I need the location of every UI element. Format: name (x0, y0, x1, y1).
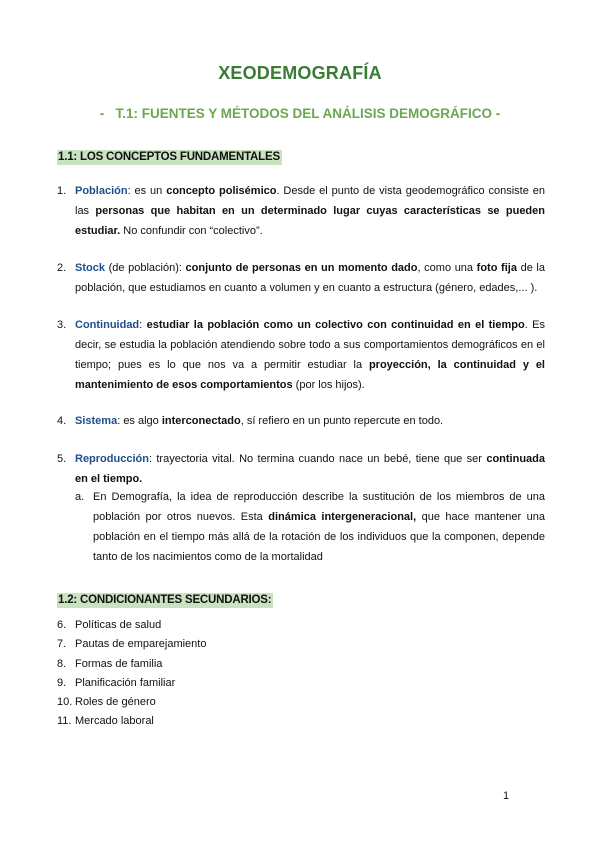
bold-text: interconectado (161, 415, 241, 427)
text-run: (por los hijos). (292, 379, 365, 391)
concept-subitem-a (75, 487, 545, 567)
item-number: 3. (57, 319, 67, 331)
concept-item-4 (57, 411, 545, 431)
term-label: Stock (75, 262, 105, 274)
secondary-factors-list (57, 616, 206, 732)
term-label: Sistema (75, 415, 118, 427)
list-item: 8. Formas de familia (57, 657, 163, 670)
item-text (75, 411, 545, 431)
text-run: de la población, que estudiamos en cuanto a volumen y en cuanto a estructura (género, edades,... ). (75, 262, 545, 294)
text-run: . Desde el punto de vista geodemográfico consiste en las (75, 185, 545, 217)
section-heading-1: 1.1: LOS CONCEPTOS FUNDAMENTALES (58, 151, 280, 163)
section-heading-2: 1.2: CONDICIONANTES SECUNDARIOS: (58, 594, 272, 606)
text-run: , como una (417, 262, 477, 274)
subitem-text (93, 487, 545, 567)
list-item: 7. Pautas de emparejamiento (57, 638, 207, 651)
item-text (75, 181, 545, 241)
page-number: 1 (503, 790, 510, 802)
text-run: (de población): (104, 262, 186, 274)
list-item: 6. Políticas de salud (57, 619, 162, 631)
bold-text: personas que habitan en un determinado lugar cuyas características se pueden estudiar. (75, 205, 545, 237)
text-run: : es algo (117, 415, 162, 427)
list-item: 11. Mercado laboral (57, 715, 154, 728)
document-title: XEODEMOGRAFÍA (218, 63, 382, 83)
item-text (75, 258, 545, 298)
text-run: : es un (127, 185, 167, 197)
bold-text: continuada en el tiempo. (75, 453, 545, 485)
list-item: 10. Roles de género (57, 696, 156, 709)
item-number: 5. (57, 453, 67, 465)
text-run: , sí refiero en un punto repercute en todo. (240, 415, 444, 427)
list-item: 9. Planificación familiar (57, 676, 176, 689)
text-run: : trayectoria vital. No termina cuando nace un bebé, tiene que ser (148, 453, 487, 465)
document-subtitle: - T.1: FUENTES Y MÉTODOS DEL ANÁLISIS DEMOGRÁFICO - (99, 106, 501, 121)
item-text (75, 315, 545, 395)
bold-text: conjunto de personas en un momento dado (185, 262, 418, 274)
text-run: No confundir con “colectivo”. (120, 225, 263, 237)
concept-item-5 (57, 449, 545, 489)
subitem-letter: a. (75, 491, 85, 503)
bold-text: proyección, la continuidad y el mantenimiento de esos comportamientos (75, 359, 545, 391)
item-number: 4. (57, 415, 67, 427)
concept-item-3 (57, 315, 545, 395)
bold-text: dinámica intergeneracional, (268, 511, 417, 523)
text-run: En Demografía, la idea de reproducción describe la sustitución de los miembros de una población por otros nuevos. Esta (93, 491, 545, 523)
bold-text: estudiar la población como un colectivo con continuidad en el tiempo (146, 319, 525, 331)
text-run: que hace mantener una población en el tiempo más allá de la rotación de los individuos que la componen, depende tanto de los nacimientos como de la mortalidad (93, 511, 545, 563)
item-text (75, 449, 545, 489)
bold-text: foto fija (476, 262, 517, 274)
term-label: Población (75, 185, 128, 197)
bold-text: concepto polisémico (166, 185, 277, 197)
concept-item-1 (57, 181, 545, 241)
text-run: . Es decir, se estudia la población atendiendo sobre todo a sus comportamientos demográficos en el tiempo; pues es lo que nos va a permitir estudiar la (75, 319, 545, 371)
concept-item-2 (57, 258, 545, 298)
item-number: 1. (57, 185, 67, 197)
item-number: 2. (57, 262, 67, 274)
term-label: Reproducción (75, 453, 149, 465)
text-run: : (139, 319, 147, 331)
term-label: Continuidad (75, 319, 140, 331)
